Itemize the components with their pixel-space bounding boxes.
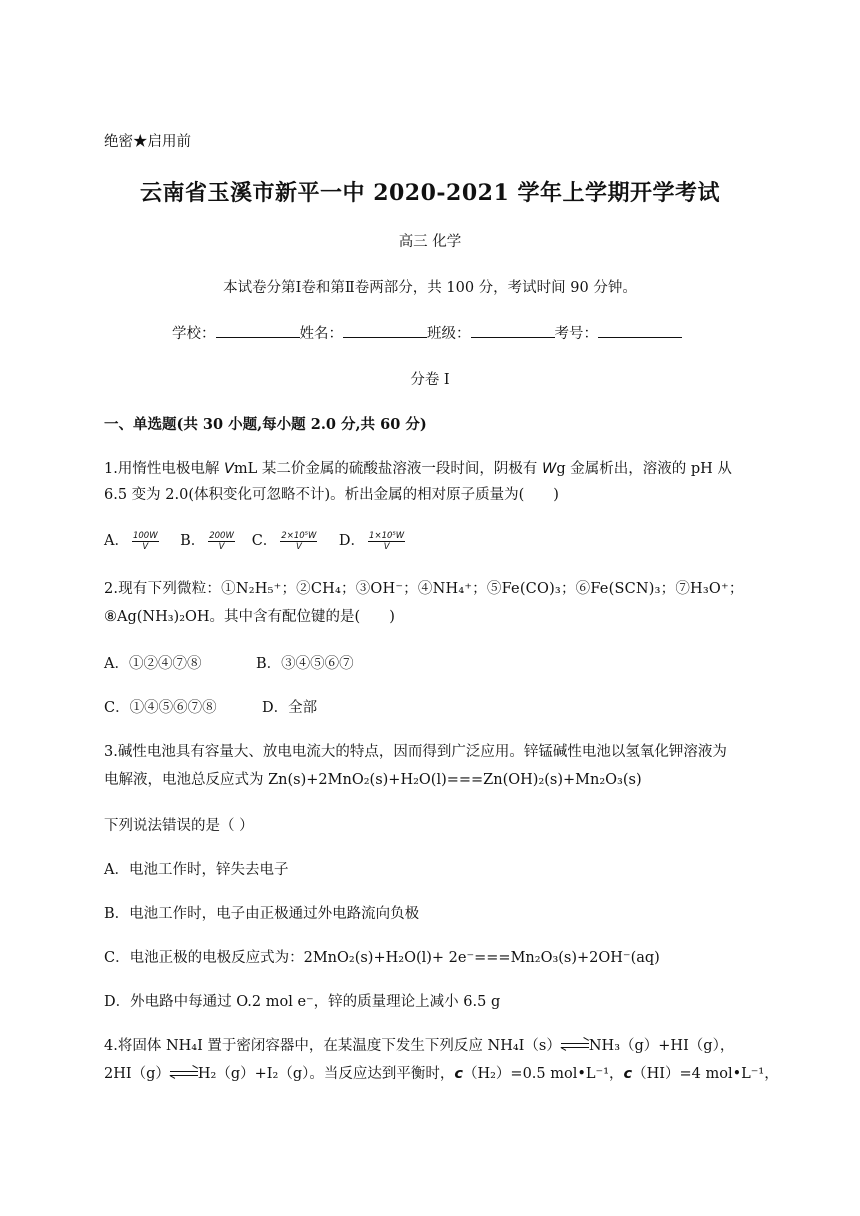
q2-option-a[interactable]: A．①②④⑦⑧ <box>104 656 202 672</box>
q1-options <box>104 530 408 552</box>
class-blank[interactable] <box>471 323 555 338</box>
school-blank[interactable] <box>216 323 300 338</box>
exam-no-blank[interactable] <box>598 323 682 338</box>
var-w: W <box>541 461 557 477</box>
q2-option-d[interactable]: D．全部 <box>262 700 318 716</box>
q1-option-b[interactable]: B． $\frac{200W}{V}$ <box>180 530 234 552</box>
equilibrium-arrow-icon <box>561 1041 589 1051</box>
q3-line1: 3.碱性电池具有容量大、放电电流大的特点，因而得到广泛应用。锌锰碱性电池以氢氧化钾溶液为 <box>104 744 727 760</box>
exam-no-label: 考号： <box>554 326 598 342</box>
class-label: 班级： <box>427 326 471 342</box>
q1-line2: 6.5 变为 2.0(体积变化可忽略不计)。析出金属的相对原子质量为( ) <box>104 487 559 503</box>
exam-intro: 本试卷分第Ⅰ卷和第Ⅱ卷两部分，共 100 分，考试时间 90 分钟。 <box>223 280 637 296</box>
q1-option-c[interactable]: C． $\frac{\text{2×10⁵W}}{V}$ <box>251 530 317 552</box>
secret-label: 绝密★启用前 <box>104 134 191 150</box>
q3-option-a[interactable]: A．电池工作时，锌失去电子 <box>104 862 289 878</box>
q1-option-d[interactable]: D． $\frac{\text{1×10⁵W}}{V}$ <box>338 530 405 552</box>
exam-subtitle: 高三 化学 <box>398 234 462 250</box>
q2-line1: 2.现有下列微粒：①N₂H₅⁺；②CH₄；③OH⁻；④NH₄⁺；⑤Fe(CO)₃；⑥Fe(SCN)₃；⑦H₃O⁺； <box>104 581 744 597</box>
exam-title: 云南省玉溪市新平一中 2020-2021 学年上学期开学考试 <box>140 180 720 206</box>
equilibrium-arrow-icon <box>170 1069 198 1079</box>
name-blank[interactable] <box>343 323 427 338</box>
part-label: 分卷 I <box>410 372 450 388</box>
section-heading: 一、单选题(共 30 小题,每小题 2.0 分,共 60 分) <box>104 416 427 433</box>
q2-option-c[interactable]: C．①④⑤⑥⑦⑧ <box>104 700 217 716</box>
student-info-fields <box>172 323 682 345</box>
q3-option-c[interactable]: C．电池正极的电极反应式为：2MnO₂(s)+H₂O(l)+ 2e⁻===Mn₂O₃(s)+2OH⁻(aq) <box>104 950 660 966</box>
name-label: 姓名： <box>299 326 343 342</box>
q2-option-b[interactable]: B．③④⑤⑥⑦ <box>256 656 354 672</box>
q3-option-b[interactable]: B．电池工作时，电子由正极通过外电路流向负极 <box>104 906 420 922</box>
q4-line2: 2HI（g） H₂（g）+I₂（g）。当反应达到平衡时，c（H₂）=0.5 mol•L⁻¹，c（HI）=4 mol•L⁻¹， <box>104 1066 779 1082</box>
q2-line2: ⑧Ag(NH₃)₂OH。其中含有配位键的是( ) <box>104 609 395 625</box>
school-label: 学校： <box>172 326 216 342</box>
q3-line2: 电解液，电池总反应式为 Zn(s)+2MnO₂(s)+H₂O(l)===Zn(OH)₂(s)+Mn₂O₃(s) <box>104 772 642 788</box>
q4-line1: 4.将固体 NH₄I 置于密闭容器中，在某温度下发生下列反应 NH₄I（s） NH₃（g）+HI（g）， <box>104 1038 735 1054</box>
q3-line3: 下列说法错误的是（ ） <box>104 818 254 834</box>
var-v: V <box>223 461 234 477</box>
q1-line1: 1.用惰性电极电解 VmL 某二价金属的硫酸盐溶液一段时间，阴极有 Wg 金属析出，溶液的 pH 从 <box>104 461 732 477</box>
q3-option-d[interactable]: D．外电路中每通过 O.2 mol e⁻，锌的质量理论上减小 6.5 g <box>104 994 501 1010</box>
q1-option-a[interactable]: A． $\frac{100W}{V}$ <box>104 530 158 552</box>
